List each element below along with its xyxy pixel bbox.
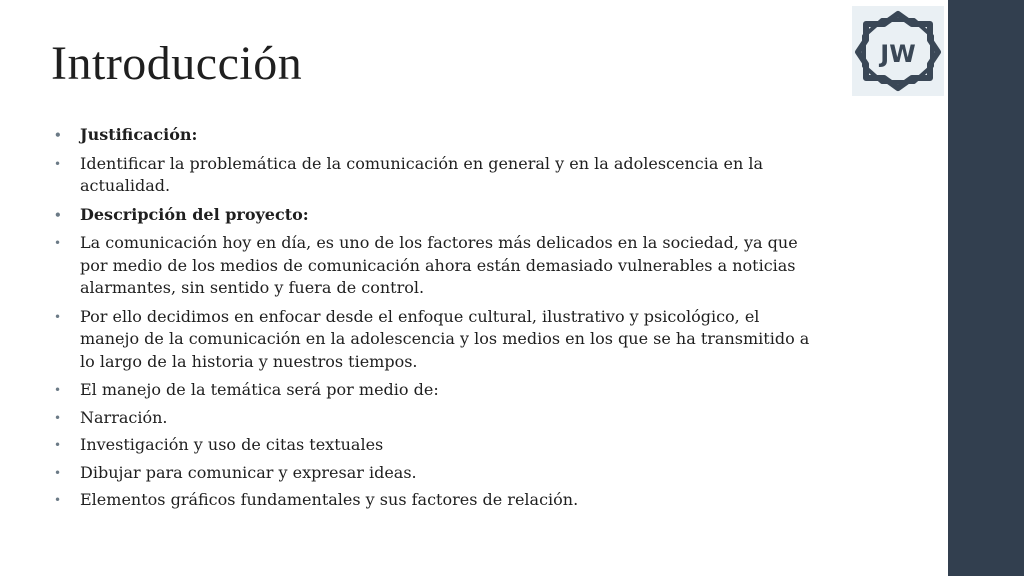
slide-title: Introducción — [51, 37, 303, 90]
bullet-item: • La comunicación hoy en día, es uno de los factores más delicados en la sociedad, ya que por medio de los medios de comunicación ahora están demasiado vulnerables a noticias alarmantes, sin sentido y fuera de control. — [52, 232, 822, 300]
bullet-item: • Identificar la problemática de la comunicación en general y en la adolescencia en la actualidad. — [52, 153, 822, 198]
bullet-item: • Narración. — [52, 407, 822, 430]
bullet-item: • Descripción del proyecto: — [52, 204, 822, 227]
bullet-item: • El manejo de la temática será por medio de: — [52, 379, 822, 402]
decorative-sidebar — [948, 0, 1024, 576]
bullet-item: • Elementos gráficos fundamentales y sus factores de relación. — [52, 489, 822, 512]
jw-logo — [852, 6, 944, 96]
bullet-item: • Justificación: — [52, 124, 822, 147]
bullet-item: • Por ello decidimos en enfocar desde el enfoque cultural, ilustrativo y psicológico, el manejo de la comunicación en la adolescencia y los medios en los que se ha transmitido a lo largo de la historia y nuestros tiempos. — [52, 306, 822, 374]
logo-text: JW — [880, 40, 916, 68]
bullet-item: • Investigación y uso de citas textuales — [52, 434, 822, 457]
bullet-list — [52, 124, 822, 517]
bullet-item: • Dibujar para comunicar y expresar ideas. — [52, 462, 822, 485]
jw-logo-mark — [852, 6, 944, 96]
